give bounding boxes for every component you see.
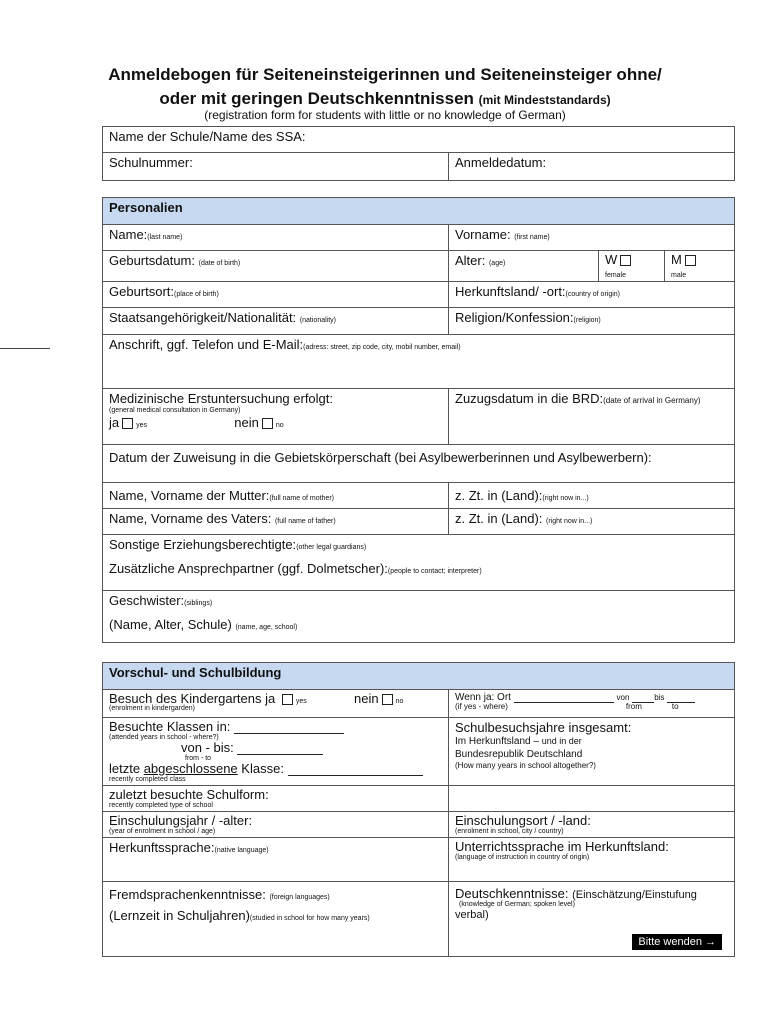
mother-label: Name, Vorname der Mutter: <box>109 488 270 504</box>
birthplace-field[interactable] <box>103 282 449 308</box>
kindergarten-hint: (enrolment in kindergarden) <box>109 705 195 713</box>
name-label: Name: <box>109 227 148 242</box>
from-hint: from <box>625 702 642 711</box>
foreign-years-label: (Lernzeit in Schuljahren) <box>109 907 250 923</box>
siblings-hint: (siblings) <box>184 600 213 608</box>
medical-label: Medizinische Erstuntersuchung erfolgt: <box>109 391 334 407</box>
mother-location-field[interactable] <box>449 483 735 509</box>
female-checkbox[interactable] <box>620 255 631 266</box>
last-class-c: Klasse: <box>241 760 284 776</box>
kindergarten-nein-label: nein <box>354 691 379 706</box>
form-title-suffix: (mit Mindeststandards) <box>478 93 611 107</box>
medical-nein-label: nein <box>234 415 259 431</box>
medical-yes-checkbox[interactable] <box>122 418 133 429</box>
classes-line[interactable] <box>234 733 344 734</box>
lang-instruction-hint: (language of instruction in country of origin) <box>455 853 590 861</box>
male-hint: male <box>671 272 687 280</box>
classes-hint: (attended years in school - where?) <box>109 733 219 741</box>
form-title-line2 <box>0 89 770 109</box>
school-number-field[interactable] <box>103 153 449 181</box>
from-to-hint: from - to <box>185 754 212 762</box>
school-type-hint: recently completed type of school <box>109 801 213 809</box>
firstname-hint: (first name) <box>514 234 550 241</box>
school-years-germany: Bundesrepublik Deutschland <box>455 748 583 760</box>
kindergarten-yes-checkbox[interactable] <box>282 694 293 705</box>
enrol-year-label: Einschulungsjahr / -alter: <box>109 812 253 828</box>
last-class-a: letzte <box>109 760 141 776</box>
von-bis-label: von - bis: <box>181 739 234 755</box>
school-name-field[interactable] <box>103 127 735 153</box>
gender-w-label: W <box>605 252 618 267</box>
assignment-label: Datum der Zuweisung in die Gebietskörperschaft (bei Asylbewerberinnen und Asylbewerbern): <box>109 450 652 466</box>
nationality-label: Staatsangehörigkeit/Nationalität: <box>109 310 297 326</box>
origin-hint: (country of origin) <box>565 291 621 299</box>
birthplace-hint: (place of birth) <box>174 291 219 299</box>
mother-location-hint: (right now in...) <box>542 495 589 503</box>
german-paren: (Einschätzung/Einstufung <box>572 888 697 901</box>
siblings-detail-label: (Name, Alter, Schule) <box>109 616 232 632</box>
siblings-detail-hint: (name, age, school) <box>235 623 298 631</box>
german-knowledge-field[interactable] <box>449 881 735 956</box>
school-years-field[interactable] <box>449 718 735 786</box>
mother-location-label: z. Zt. in (Land): <box>455 488 543 504</box>
kindergarten-label: Besuch des Kindergartens <box>109 691 262 706</box>
siblings-field[interactable] <box>103 591 735 643</box>
kindergarten-ja-label: ja <box>265 691 276 706</box>
classes-field[interactable] <box>103 718 449 786</box>
mother-field[interactable] <box>103 483 449 509</box>
education-heading: Vorschul- und Schulbildung <box>103 663 735 690</box>
enrol-place-hint: (enrolment in school, city / country) <box>455 827 564 835</box>
school-number-label: Schulnummer: <box>109 155 193 170</box>
foreign-lang-label: Fremdsprachenkenntnisse: <box>109 886 266 902</box>
german-label: Deutschkenntnisse: <box>455 885 569 901</box>
birthdate-label: Geburtsdatum: <box>109 253 195 268</box>
school-name-label: Name der Schule/Name des SSA: <box>109 129 306 144</box>
guardians-label: Sonstige Erziehungsberechtigte: <box>109 537 297 553</box>
school-type-field[interactable] <box>103 785 449 811</box>
religion-field[interactable] <box>449 308 735 335</box>
school-years-hint: (How many years in school altogether?) <box>455 761 596 771</box>
lang-instruction-label: Unterrichtssprache im Herkunftsland: <box>455 838 669 854</box>
father-location-field[interactable] <box>449 509 735 535</box>
foreign-lang-field[interactable] <box>103 881 449 956</box>
form-title-line2-text: oder mit geringen Deutschkenntnissen <box>159 89 474 108</box>
birthdate-field[interactable] <box>103 251 449 282</box>
contacts-hint: (people to contact; interpreter) <box>387 567 482 575</box>
birthplace-label: Geburtsort: <box>109 284 175 300</box>
medical-yes-hint: yes <box>136 422 148 430</box>
form-title: Anmeldebogen für Seiteneinsteigerinnen und Seiteneinsteiger ohne/ <box>108 65 662 84</box>
nationality-hint: (nationality) <box>299 317 336 325</box>
last-class-line[interactable] <box>288 775 423 776</box>
origin-field[interactable] <box>449 282 735 308</box>
father-field[interactable] <box>103 509 449 535</box>
father-label: Name, Vorname des Vaters: <box>109 511 272 527</box>
school-type-label: zuletzt besuchte Schulform: <box>109 786 269 802</box>
arrival-hint: (date of arrival in Germany) <box>603 396 701 406</box>
kindergarten-no-checkbox[interactable] <box>382 694 393 705</box>
male-checkbox[interactable] <box>685 255 696 266</box>
lang-instruction-field[interactable] <box>449 837 735 881</box>
personal-table <box>102 197 735 643</box>
address-field[interactable] <box>103 335 735 389</box>
medical-field[interactable] <box>103 389 449 445</box>
registration-date-field[interactable] <box>449 153 735 181</box>
assignment-field[interactable] <box>103 445 735 483</box>
school-years-label: Schulbesuchsjahre insgesamt: <box>455 720 632 735</box>
bis-label: bis <box>654 693 665 702</box>
personal-heading: Personalien <box>103 198 735 225</box>
turn-page-button[interactable]: Bitte wenden → <box>632 934 722 950</box>
last-class-hint: recently completed class <box>109 775 186 783</box>
siblings-label: Geschwister: <box>109 593 185 609</box>
medical-no-checkbox[interactable] <box>262 418 273 429</box>
birthdate-hint: (date of birth) <box>198 260 241 267</box>
enrol-place-field[interactable] <box>449 811 735 837</box>
medical-ja-label: ja <box>109 415 120 431</box>
age-label: Alter: <box>455 253 486 268</box>
kindergarten-where-field[interactable] <box>449 690 735 718</box>
form-subtitle: (registration form for students with little or no knowledge of German) <box>204 108 566 122</box>
arrival-label: Zuzugsdatum in die BRD: <box>455 391 604 407</box>
school-years-and: und in der <box>541 736 582 747</box>
kindergarten-yes-hint: yes <box>295 698 307 705</box>
registration-date-label: Anmeldedatum: <box>455 155 547 170</box>
kindergarten-field[interactable] <box>103 690 449 718</box>
lang-origin-field[interactable] <box>103 837 449 881</box>
to-hint: to <box>671 702 679 711</box>
father-hint: (full name of father) <box>274 518 336 526</box>
von-bis-line[interactable] <box>237 754 323 755</box>
school-type-blank[interactable] <box>449 785 735 811</box>
firstname-field[interactable] <box>449 225 735 251</box>
von-label: von <box>616 693 630 702</box>
last-class-b: abgeschlossene <box>143 760 238 776</box>
age-field[interactable] <box>449 251 599 282</box>
nationality-field[interactable] <box>103 308 449 335</box>
lang-origin-label: Herkunftssprache: <box>109 839 215 855</box>
german-verbal: verbal) <box>455 908 489 921</box>
foreign-years-hint: (studied in school for how many years) <box>249 914 370 922</box>
enrol-place-label: Einschulungsort / -land: <box>455 812 591 828</box>
gender-m-label: M <box>671 252 682 267</box>
enrol-year-hint: (year of enrolment in school / age) <box>109 827 216 835</box>
gender-female-field[interactable] <box>599 251 665 282</box>
guardians-hint: (other legal guardians) <box>296 544 367 552</box>
where-label: Wenn ja: Ort <box>455 692 511 703</box>
education-table <box>102 662 735 957</box>
female-hint: female <box>605 272 627 280</box>
address-hint: (adress: street, zip code, city, mobil number, email) <box>303 344 461 352</box>
arrival-field[interactable] <box>449 389 735 445</box>
school-years-origin: Im Herkunftsland – <box>455 736 539 748</box>
origin-label: Herkunftsland/ -ort: <box>455 284 566 300</box>
contacts-label: Zusätzliche Ansprechpartner (ggf. Dolmetscher): <box>109 560 388 576</box>
foreign-lang-hint: (foreign languages) <box>269 893 330 901</box>
guardians-field[interactable] <box>103 535 735 591</box>
age-hint: (age) <box>488 260 506 267</box>
mother-hint: (full name of mother) <box>269 495 334 503</box>
school-table <box>102 126 735 181</box>
german-hint: (knowledge of German; spoken level) <box>459 901 575 909</box>
medical-hint: (general medical consultation in Germany) <box>109 406 241 414</box>
father-location-label: z. Zt. in (Land): <box>455 511 543 527</box>
name-hint: (last name) <box>147 234 183 241</box>
where-hint: (if yes - where) <box>455 702 508 711</box>
classes-label: Besuchte Klassen in: <box>109 719 231 734</box>
gender-male-field[interactable] <box>665 251 735 282</box>
address-label: Anschrift, ggf. Telefon und E-Mail: <box>109 337 304 353</box>
religion-hint: (religion) <box>573 317 601 325</box>
name-field[interactable] <box>103 225 449 251</box>
enrol-year-field[interactable] <box>103 811 449 837</box>
kindergarten-no-hint: no <box>395 698 404 705</box>
margin-rule <box>0 348 50 349</box>
father-location-hint: (right now in...) <box>546 518 593 526</box>
religion-label: Religion/Konfession: <box>455 310 574 326</box>
lang-origin-hint: (native language) <box>214 846 269 854</box>
medical-no-hint: no <box>275 422 284 430</box>
firstname-label: Vorname: <box>455 227 511 242</box>
